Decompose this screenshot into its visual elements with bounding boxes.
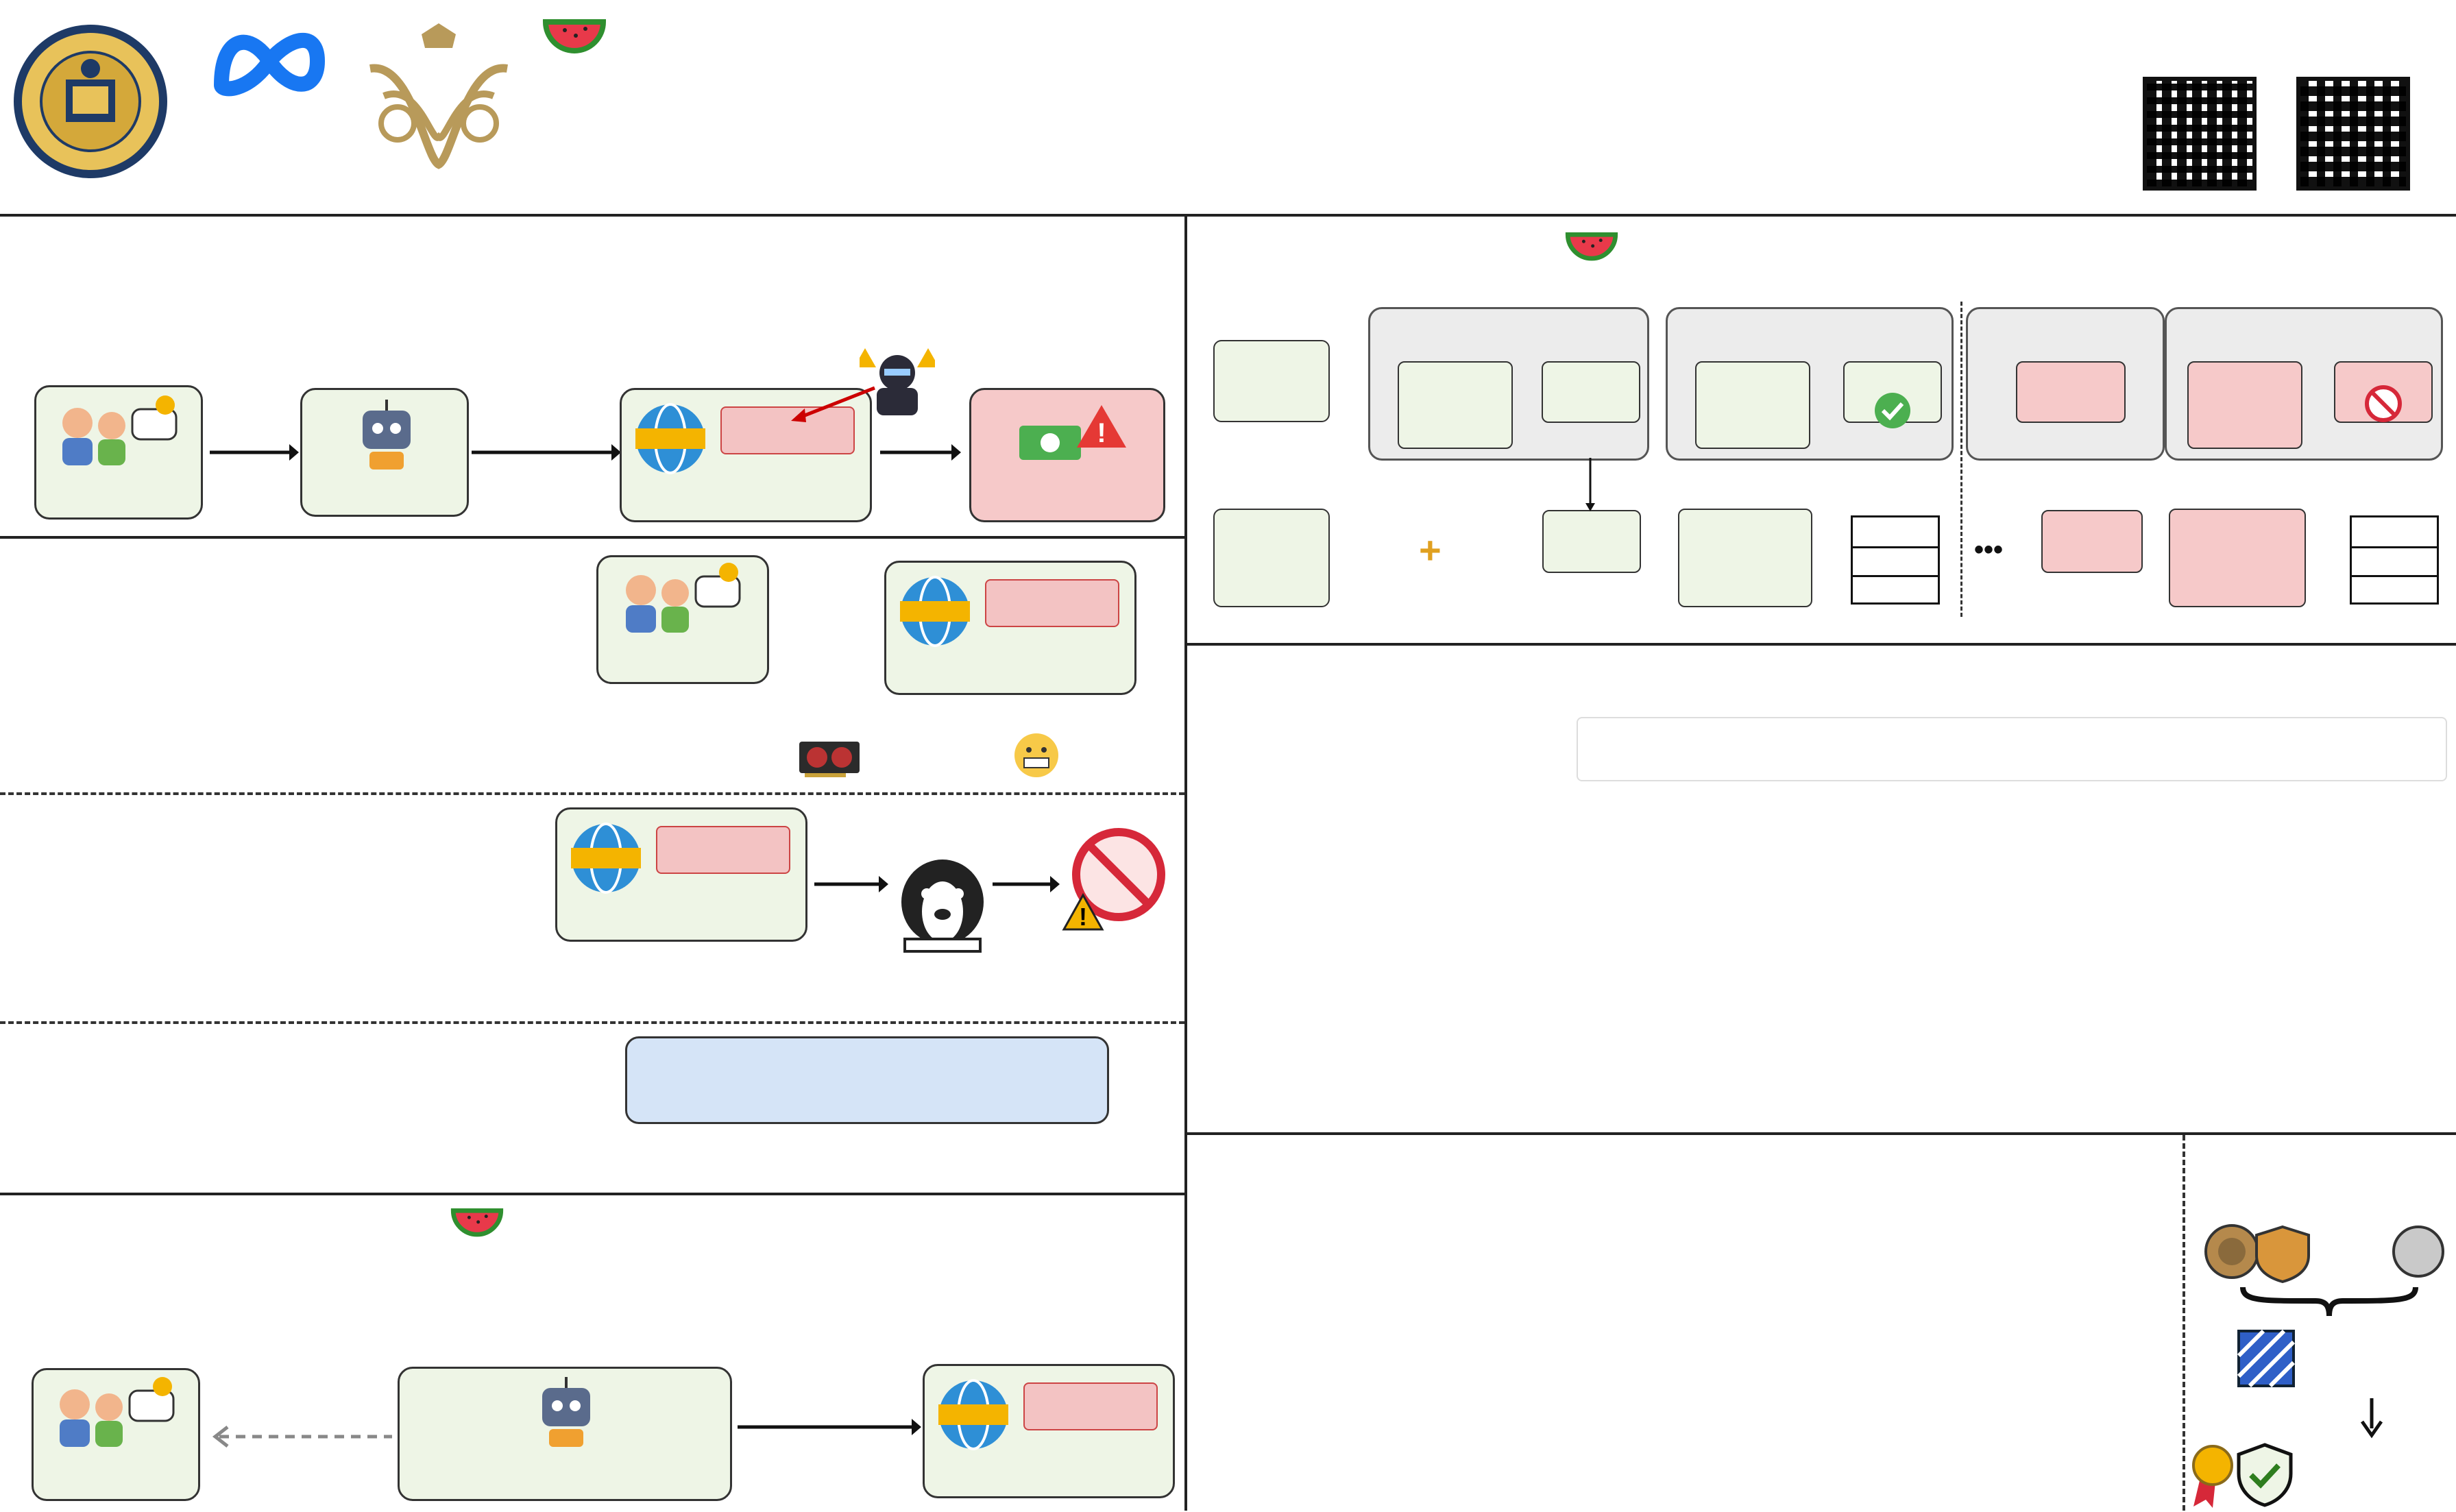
arrow-guardian-to-block bbox=[993, 870, 1061, 898]
injected-message-priority bbox=[985, 579, 1119, 627]
external-env-box-detection bbox=[555, 807, 807, 942]
system-prompt-text bbox=[627, 1044, 1107, 1082]
meta-logo bbox=[177, 23, 362, 181]
unauthorized-action-label bbox=[973, 332, 1138, 359]
arrow-agent-to-env bbox=[472, 439, 622, 466]
paper-qr-code[interactable] bbox=[2143, 77, 2257, 191]
user-prompt-box bbox=[34, 385, 203, 520]
arrow-less-dependent bbox=[208, 1424, 393, 1449]
results-divider bbox=[1184, 1132, 2456, 1135]
ensemble-algo-icon bbox=[2236, 1328, 2296, 1389]
arrow-env-to-guardian bbox=[814, 870, 890, 898]
divider-dashed-1 bbox=[0, 792, 1184, 795]
tool-call-cache bbox=[1851, 515, 1940, 605]
agent-system-box bbox=[300, 388, 469, 517]
arrow-hacker-to-env bbox=[788, 384, 877, 425]
neutral-prompt-box bbox=[1213, 509, 1330, 607]
system-prompt-bubble bbox=[625, 1036, 1109, 1124]
header-divider bbox=[0, 214, 2456, 217]
next-action-box bbox=[398, 1367, 732, 1501]
results-scatter-charts bbox=[1570, 781, 2454, 1083]
grimace-emoji-icon bbox=[1012, 731, 1061, 780]
user-task-box bbox=[1213, 340, 1330, 422]
svg-text:!: ! bbox=[1097, 418, 1106, 448]
ensembled-detector-label bbox=[2289, 1430, 2454, 1470]
send-money-box bbox=[969, 388, 1165, 522]
chart-legend bbox=[1577, 717, 2447, 781]
code-qr-code[interactable] bbox=[2296, 77, 2410, 191]
masking-func-label bbox=[2198, 1136, 2451, 1178]
injected-message-detection bbox=[656, 826, 790, 874]
plus-icon: + bbox=[1419, 528, 1442, 572]
problem-divider bbox=[0, 536, 1184, 539]
masking-tool-box bbox=[1542, 510, 1641, 573]
attack-step2-panel bbox=[2165, 307, 2443, 461]
arrow-prompt-to-agent bbox=[210, 439, 299, 466]
arrow-more-dependent bbox=[738, 1413, 923, 1441]
column-divider bbox=[1184, 214, 1187, 1511]
tool-call-cache-attack bbox=[2350, 515, 2439, 605]
watermelon-icon bbox=[1564, 229, 1619, 269]
masking-response-box bbox=[1678, 509, 1812, 607]
existing-divider bbox=[0, 1193, 1184, 1195]
arrow-env-to-action bbox=[880, 439, 962, 466]
shield-check-icon bbox=[2236, 1442, 2294, 1508]
guarantees-side-divider bbox=[2183, 1135, 2185, 1511]
divider-dashed-2 bbox=[0, 1021, 1184, 1024]
user-prompt-box-priority bbox=[596, 555, 769, 684]
guardian-dog-icon bbox=[884, 836, 1001, 953]
ensemble-algo-label bbox=[2294, 1316, 2444, 1358]
legend-markers bbox=[1578, 718, 2446, 780]
attack-step1-panel bbox=[1966, 307, 2165, 461]
william-and-mary-logo bbox=[356, 21, 521, 182]
original-step2-panel bbox=[1666, 307, 1954, 461]
deeper-divider bbox=[1184, 643, 2456, 646]
masking-func-icons bbox=[2202, 1221, 2448, 1283]
melon-diagram: + ••• bbox=[1193, 302, 2447, 617]
watermelon-icon bbox=[542, 15, 607, 63]
original-step1-panel bbox=[1368, 307, 1649, 461]
gpu-icon bbox=[798, 737, 861, 779]
user-prompt-box-intuition bbox=[32, 1368, 200, 1501]
block-icon bbox=[1060, 827, 1169, 936]
external-env-box-priority bbox=[884, 561, 1136, 695]
award-medal-icon bbox=[2191, 1443, 2235, 1509]
injected-message-intuition bbox=[1023, 1382, 1158, 1430]
ucsb-seal-logo bbox=[10, 21, 171, 182]
external-env-box-intuition bbox=[923, 1364, 1175, 1498]
watermelon-icon bbox=[450, 1205, 504, 1245]
svg-text:!: ! bbox=[1079, 903, 1087, 931]
curly-brace-icon bbox=[2240, 1284, 2418, 1319]
